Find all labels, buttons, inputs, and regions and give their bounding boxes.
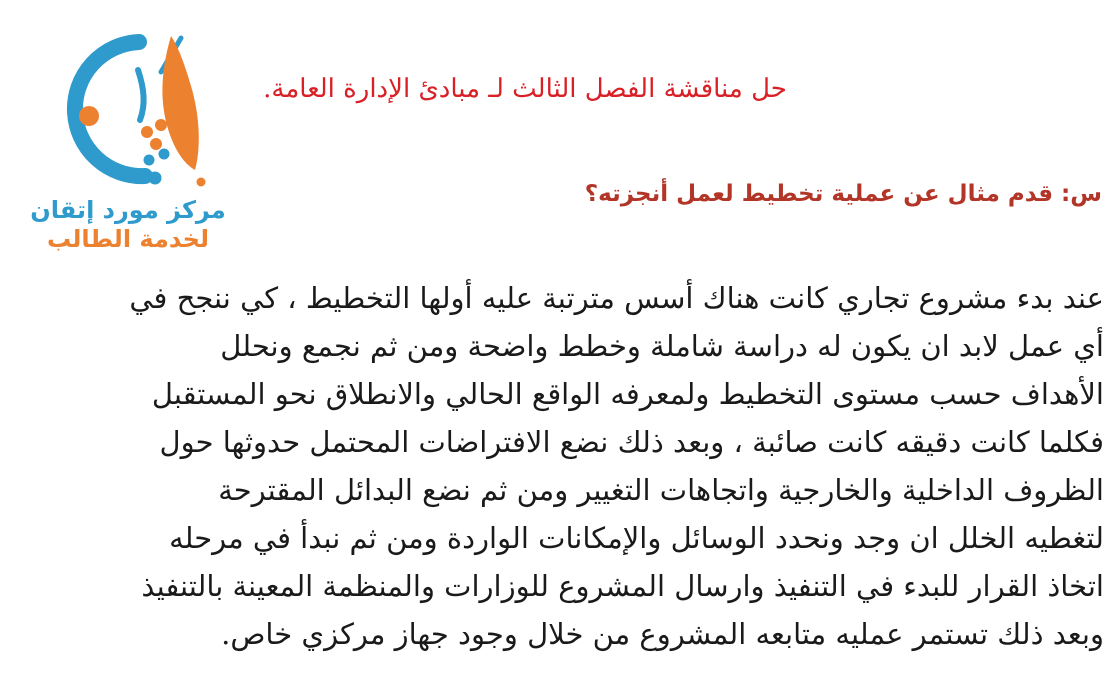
- itqan-logo: [18, 28, 238, 254]
- logo-text-line1: مركز مورد إتقان: [30, 196, 226, 224]
- answer-line: فكلما كانت دقيقه كانت صائبة ، وبعد ذلك نضع الافتراضات المحتمل حدوثها حول: [159, 425, 1104, 459]
- answer-line: لتغطيه الخلل ان وجد ونحدد الوسائل والإمكانات الواردة ومن ثم نبدأ في مرحله: [169, 521, 1104, 555]
- logo-text-line2: لخدمة الطالب: [47, 225, 209, 253]
- answer-line: اتخاذ القرار للبدء في التنفيذ وارسال المشروع للوزارات والمنظمة المعينة بالتنفيذ: [141, 569, 1104, 603]
- answer-line: الأهداف حسب مستوى التخطيط ولمعرفه الواقع الحالي والانطلاق نحو المستقبل: [151, 377, 1104, 411]
- answer-line: وبعد ذلك تستمر عمليه متابعه المشروع من خلال وجود جهاز مركزي خاص.: [221, 617, 1104, 651]
- answer-line: أي عمل لابد ان يكون له دراسة شاملة وخطط واضحة ومن ثم نجمع ونحلل: [220, 329, 1104, 363]
- answer-paragraph: [30, 274, 1104, 658]
- page-title: حل مناقشة الفصل الثالث لـ مبادئ الإدارة العامة.: [263, 74, 787, 104]
- answer-line: الظروف الداخلية والخارجية واتجاهات التغيير ومن ثم نضع البدائل المقترحة: [218, 473, 1104, 507]
- question-text: س: قدم مثال عن عملية تخطيط لعمل أنجزته؟: [584, 181, 1102, 207]
- answer-line: عند بدء مشروع تجاري كانت هناك أسس مترتبة عليه أولها التخطيط ، كي ننجح في: [129, 281, 1104, 315]
- itqan-calligraphy-icon: [43, 28, 213, 196]
